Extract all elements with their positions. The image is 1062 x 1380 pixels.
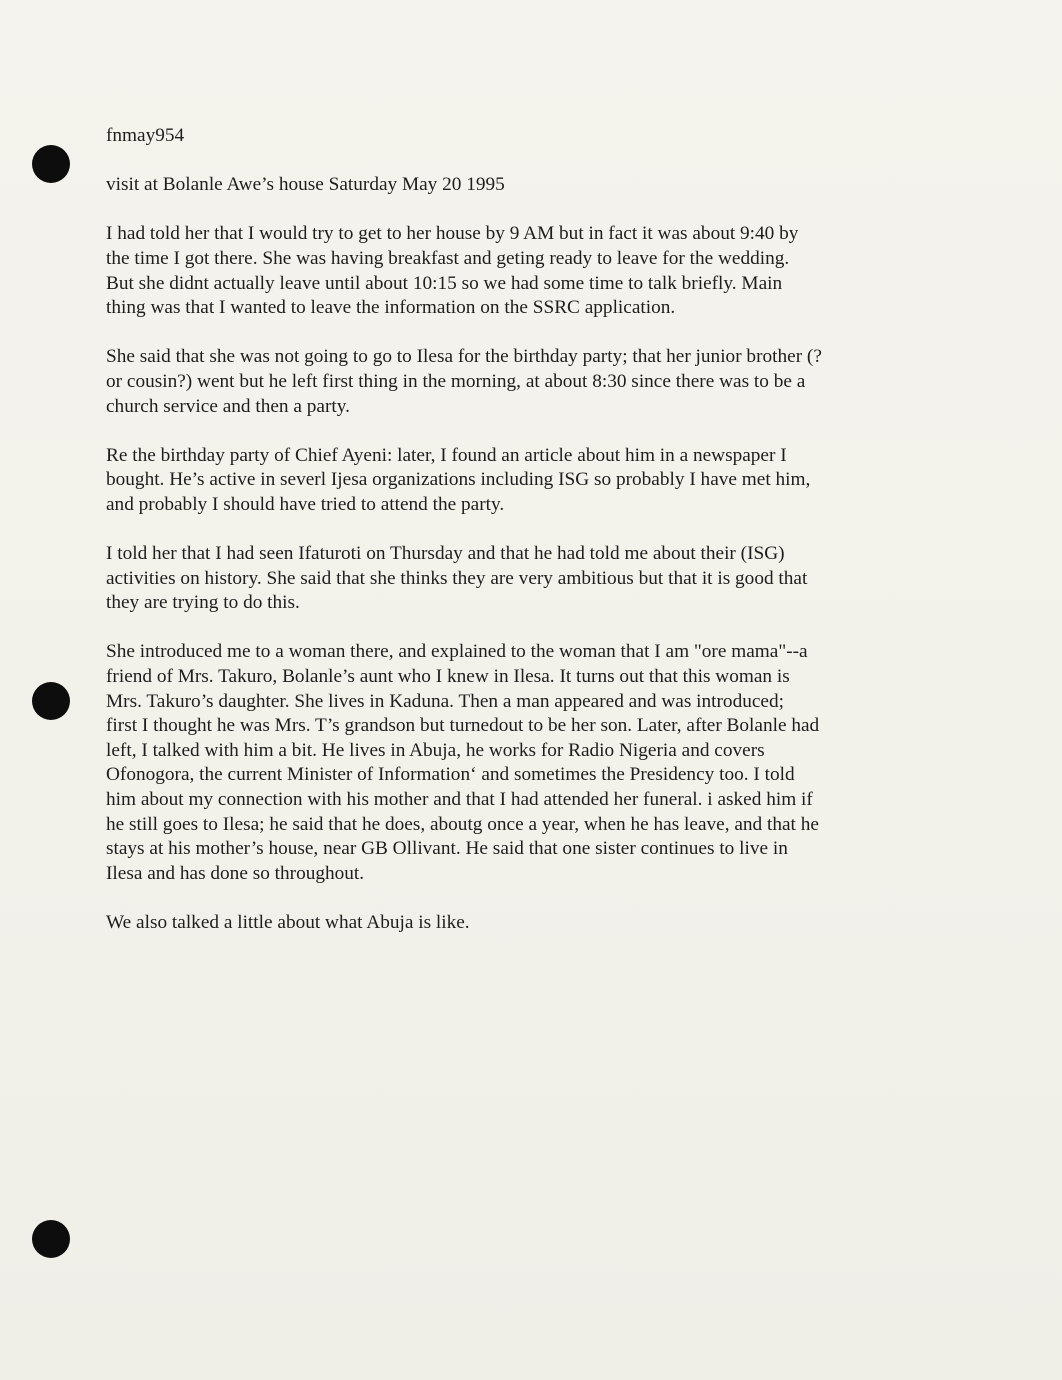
text-line: I had told her that I would try to get to her house by 9 AM but in fact it was about 9:40 by bbox=[106, 223, 799, 245]
text-line: and probably I should have tried to attend the party. bbox=[106, 493, 505, 515]
text-line: She said that she was not going to go to Ilesa for the birthday party; that her junior brother (? bbox=[106, 346, 822, 368]
text-line: or cousin?) went but he left first thing in the morning, at about 8:30 since there was to be a bbox=[106, 370, 806, 392]
text-line: first I thought he was Mrs. T’s grandson but turnedout to be her son. Later, after Bolanle had bbox=[106, 715, 820, 737]
text-line: But she didnt actually leave until about 10:15 so we had some time to talk briefly. Main bbox=[106, 272, 783, 294]
document-body bbox=[106, 124, 936, 960]
paragraph bbox=[106, 542, 936, 616]
text-line: bought. He’s active in severl Ijesa organizations including ISG so probably I have met him, bbox=[106, 469, 811, 491]
paragraph bbox=[106, 444, 936, 518]
paragraph bbox=[106, 640, 936, 886]
punch-hole-top bbox=[32, 145, 70, 183]
text-line: church service and then a party. bbox=[106, 395, 350, 417]
paragraph bbox=[106, 911, 936, 936]
text-line: him about my connection with his mother and that I had attended her funeral. i asked him if bbox=[106, 789, 813, 811]
punch-hole-middle bbox=[32, 682, 70, 720]
text-line: She introduced me to a woman there, and explained to the woman that I am "ore mama"--a bbox=[106, 641, 808, 663]
text-line: thing was that I wanted to leave the information on the SSRC application. bbox=[106, 297, 676, 319]
document-title: visit at Bolanle Awe’s house Saturday May 20 1995 bbox=[106, 174, 505, 196]
text-line: left, I talked with him a bit. He lives in Abuja, he works for Radio Nigeria and covers bbox=[106, 739, 765, 761]
text-line: We also talked a little about what Abuja is like. bbox=[106, 912, 470, 933]
text-line: Re the birthday party of Chief Ayeni: later, I found an article about him in a newspaper I bbox=[106, 444, 787, 466]
text-line: friend of Mrs. Takuro, Bolanle’s aunt who I knew in Ilesa. It turns out that this woman is bbox=[106, 666, 790, 688]
punch-hole-bottom bbox=[32, 1220, 70, 1258]
paragraph bbox=[106, 345, 936, 419]
paragraph bbox=[106, 222, 936, 320]
document-id: fnmay954 bbox=[106, 125, 185, 146]
text-line: I told her that I had seen Ifaturoti on Thursday and that he had told me about their (ISG) bbox=[106, 543, 785, 565]
text-line: the time I got there. She was having breakfast and geting ready to leave for the wedding. bbox=[106, 247, 790, 269]
text-line: he still goes to Ilesa; he said that he does, aboutg once a year, when he has leave, and that he bbox=[106, 813, 819, 835]
paragraph-list bbox=[106, 222, 936, 935]
text-line: they are trying to do this. bbox=[106, 592, 300, 614]
text-line: stays at his mother’s house, near GB Ollivant. He said that one sister continues to live in bbox=[106, 838, 788, 860]
text-line: Mrs. Takuro’s daughter. She lives in Kaduna. Then a man appeared and was introduced; bbox=[106, 690, 784, 712]
text-line: Ilesa and has done so throughout. bbox=[106, 862, 365, 884]
text-line: activities on history. She said that she thinks they are very ambitious but that it is good that bbox=[106, 567, 808, 589]
text-line: Ofonogora, the current Minister of Information‘ and sometimes the Presidency too. I told bbox=[106, 764, 795, 786]
